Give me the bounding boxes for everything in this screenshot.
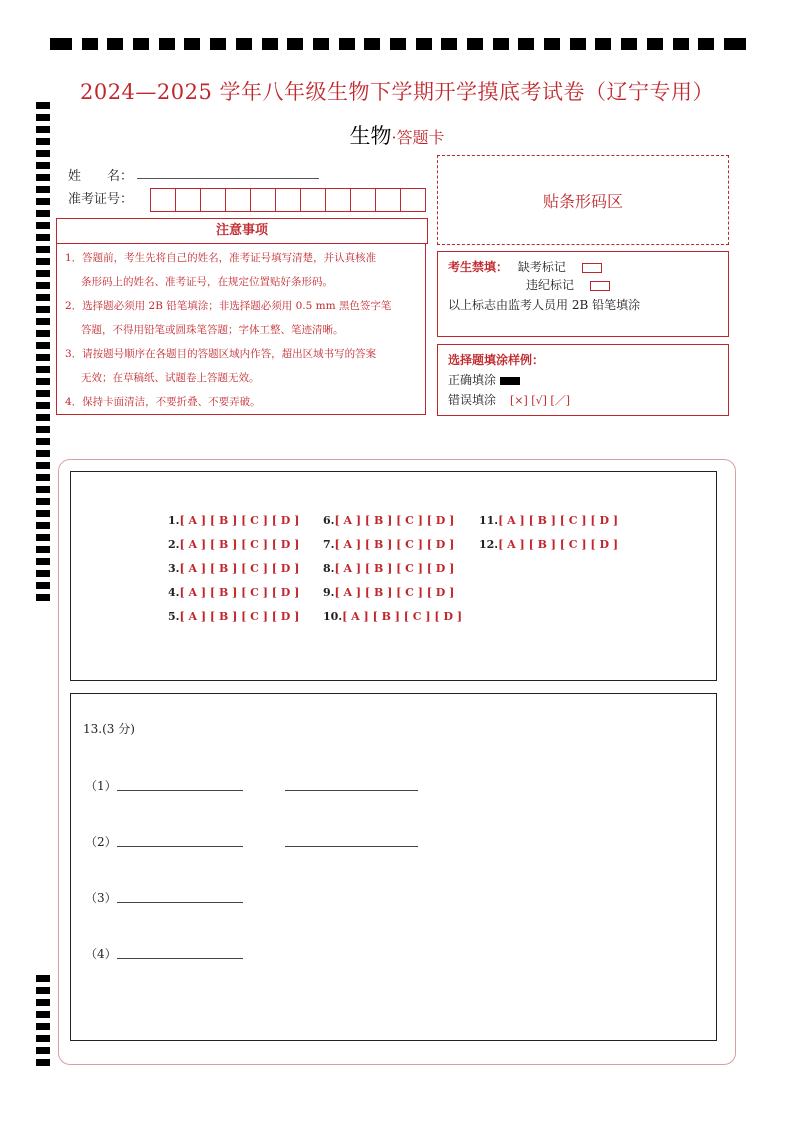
name-label: 姓 名： <box>68 169 134 184</box>
answer-line[interactable] <box>117 790 243 791</box>
notice-line: 1．答题前，考生先将自己的姓名，准考证号填写清楚，并认真核准 <box>65 252 377 264</box>
answer-line[interactable] <box>117 846 243 847</box>
part-label: （1） <box>85 779 117 793</box>
answer-line[interactable] <box>285 846 418 847</box>
correct-label: 正确填涂 <box>448 373 497 387</box>
proctor-note: 以上标志由监考人员用 2B 铅笔填涂 <box>448 298 641 312</box>
mc-question[interactable]: 2.[ A ] [ B ] [ C ] [ D ] <box>168 538 300 551</box>
correct-fill-sample <box>500 377 520 385</box>
mc-question[interactable]: 8.[ A ] [ B ] [ C ] [ D ] <box>323 562 455 575</box>
mc-question[interactable]: 9.[ A ] [ B ] [ C ] [ D ] <box>323 586 455 599</box>
absent-checkbox[interactable] <box>582 263 602 273</box>
notice-line: 条形码上的姓名、准考证号，在规定位置贴好条形码。 <box>81 276 333 288</box>
proctor-marks-box <box>437 251 729 337</box>
notice-heading: 注意事项 <box>56 218 428 244</box>
violation-label: 违纪标记 <box>526 278 575 292</box>
exam-title: 2024—2025 学年八年级生物下学期开学摸底考试卷（辽宁专用） <box>79 80 715 104</box>
multiple-choice-section <box>70 471 717 681</box>
notice-body <box>56 243 426 415</box>
notice-line: 答题，不得用铅笔或圆珠笔答题；字体工整、笔迹清晰。 <box>81 324 344 336</box>
name-field[interactable] <box>137 178 319 179</box>
mc-question[interactable]: 10.[ A ] [ B ] [ C ] [ D ] <box>323 610 463 623</box>
left-timing-marks-bottom <box>36 975 50 1071</box>
notice-line: 4．保持卡面清洁，不要折叠、不要弄破。 <box>65 396 261 408</box>
barcode-area: 贴条形码区 <box>437 155 729 245</box>
top-timing-marks <box>50 38 746 50</box>
notice-line: 无效；在草稿纸、试题卷上答题无效。 <box>81 372 260 384</box>
subject-name: 生物 <box>349 124 392 148</box>
mc-question[interactable]: 11.[ A ] [ B ] [ C ] [ D ] <box>479 514 619 527</box>
mc-question[interactable]: 1.[ A ] [ B ] [ C ] [ D ] <box>168 514 300 527</box>
mc-question[interactable]: 7.[ A ] [ B ] [ C ] [ D ] <box>323 538 455 551</box>
sample-title: 选择题填涂样例： <box>448 353 545 367</box>
exam-id-boxes[interactable] <box>151 188 426 212</box>
mc-question[interactable]: 4.[ A ] [ B ] [ C ] [ D ] <box>168 586 300 599</box>
mc-question[interactable]: 12.[ A ] [ B ] [ C ] [ D ] <box>479 538 619 551</box>
notice-line: 2．选择题必须用 2B 铅笔填涂；非选择题必须用 0.5 mm 黑色签字笔 <box>65 300 392 312</box>
absent-label: 缺考标记 <box>517 260 566 274</box>
part-label: （2） <box>85 835 117 849</box>
part-label: （4） <box>85 947 117 961</box>
wrong-fill-samples: [×] [√] [／] <box>510 394 570 407</box>
fill-sample-box <box>437 344 729 416</box>
question-13-heading: 13.(3 分) <box>83 722 135 736</box>
answer-line[interactable] <box>117 902 243 903</box>
notice-line: 3．请按题号顺序在各题目的答题区域内作答，超出区域书写的答案 <box>65 348 377 360</box>
fill-in-section <box>70 693 717 1041</box>
subject-title <box>0 120 794 150</box>
exam-id-label: 准考证号： <box>68 192 134 207</box>
answer-line[interactable] <box>285 790 418 791</box>
answer-line[interactable] <box>117 958 243 959</box>
mc-question[interactable]: 6.[ A ] [ B ] [ C ] [ D ] <box>323 514 455 527</box>
forbid-label: 考生禁填： <box>448 260 509 274</box>
answer-card-label: ·答题卡 <box>391 128 445 147</box>
left-timing-marks-middle <box>36 366 50 606</box>
mc-question[interactable]: 5.[ A ] [ B ] [ C ] [ D ] <box>168 610 300 623</box>
wrong-label: 错误填涂 <box>448 393 497 407</box>
mc-question[interactable]: 3.[ A ] [ B ] [ C ] [ D ] <box>168 562 300 575</box>
part-label: （3） <box>85 891 117 905</box>
violation-checkbox[interactable] <box>590 281 610 291</box>
